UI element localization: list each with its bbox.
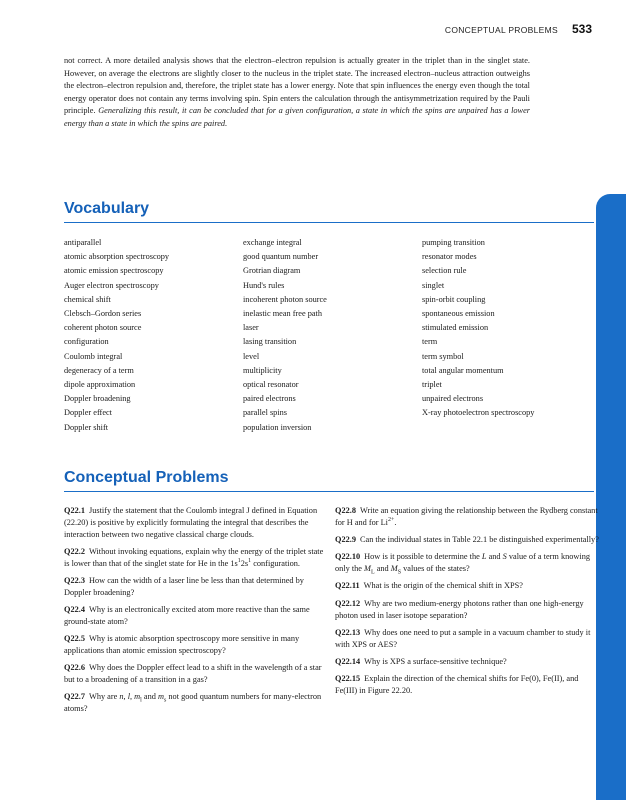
vocab-term: level: [243, 351, 260, 361]
vocab-term: antiparallel: [64, 238, 102, 247]
problem-item: [335, 673, 599, 697]
superscript: 1: [248, 557, 252, 564]
vocab-term: optical resonator: [243, 380, 299, 390]
problem-id: Q22.7: [64, 692, 85, 702]
math-var: M: [390, 564, 398, 574]
problem-item: [64, 546, 328, 570]
problem-id: Q22.5: [64, 634, 85, 644]
subscript: s: [163, 698, 167, 705]
problem-id: Q22.3: [64, 575, 85, 585]
problem-item: [335, 551, 599, 575]
math-var: L: [481, 552, 487, 562]
problem-item: [335, 598, 599, 622]
math-var: M: [364, 564, 371, 574]
math-var: m: [157, 692, 164, 702]
vocab-term: configuration: [64, 337, 109, 347]
vocab-column-2: [243, 236, 327, 435]
vocab-term: Grotrian diagram: [243, 266, 301, 276]
vocabulary-rule: [64, 222, 594, 223]
problem-text: Write an equation giving the relationship between the Rydberg constant for H and for Li: [335, 506, 598, 527]
intro-paragraph: [64, 55, 530, 130]
problem-text: Why are: [88, 692, 120, 702]
math-var: m: [134, 692, 141, 702]
problem-id: Q22.14: [335, 656, 361, 666]
problem-id: Q22.4: [64, 605, 85, 615]
problem-text: Why are two medium-energy photons rather than one high-energy photon used in laser isotope separation?: [335, 598, 584, 620]
problem-text: and: [486, 552, 503, 562]
problem-text: value of a term knowing only the: [335, 552, 590, 574]
vocab-term: degeneracy of a term: [64, 365, 134, 375]
problem-id: Q22.2: [64, 546, 85, 556]
problem-item: [64, 604, 328, 628]
vocab-term: Doppler shift: [64, 422, 109, 432]
vocab-term: Doppler broadening: [64, 394, 131, 404]
vocab-term: lasing transition: [243, 337, 297, 347]
vocab-term: pumping transition: [422, 238, 485, 247]
problem-text: Explain the direction of the chemical shifts for Fe(0), Fe(II), and Fe(III) in Figure 22.20.: [335, 674, 579, 696]
vocab-column-1: [64, 236, 169, 435]
vocab-term: dipole approximation: [64, 380, 136, 390]
vocab-term: incoherent photon source: [243, 294, 327, 304]
vocab-term: good quantum number: [243, 252, 319, 262]
vocab-term: atomic absorption spectroscopy: [64, 252, 170, 262]
vocabulary-heading: Vocabulary: [64, 200, 150, 217]
vocab-term: Coulomb integral: [64, 351, 123, 361]
superscript: 1: [237, 557, 241, 564]
subscript: l: [140, 698, 142, 705]
vocab-term: Doppler effect: [64, 408, 112, 418]
math-var: S: [502, 552, 507, 562]
vocab-term: coherent photon source: [64, 323, 142, 333]
vocab-term: Hund's rules: [243, 280, 285, 290]
vocab-term: resonator modes: [422, 252, 477, 262]
vocab-term: spontaneous emission: [422, 309, 495, 319]
problem-item: [64, 575, 328, 599]
problem-text: Why is atomic absorption spectroscopy more sensitive in many applications than atomic emission spectroscopy?: [64, 634, 300, 655]
vocab-term: selection rule: [422, 266, 467, 276]
vocab-term: term: [422, 337, 438, 347]
problem-item: [335, 580, 599, 592]
vocab-term: X-ray photoelectron spectroscopy: [422, 408, 535, 418]
side-thumb-tab: [596, 194, 626, 800]
problem-id: Q22.1: [64, 506, 85, 515]
conceptual-rule: [64, 491, 594, 492]
vocab-term: inelastic mean free path: [243, 309, 323, 319]
problem-text: and: [141, 692, 158, 702]
problem-text: Can the individual states in Table 22.1 be distinguished experimentally?: [359, 535, 599, 545]
vocab-term: atomic emission spectroscopy: [64, 266, 164, 276]
problem-id: Q22.13: [335, 627, 361, 637]
problem-text: not good quantum numbers for many-electron atoms?: [64, 692, 322, 714]
subscript: S: [397, 569, 402, 576]
problem-id: Q22.11: [335, 581, 360, 591]
problem-text: Why does one need to put a sample in a vacuum chamber to study it with XPS or AES?: [335, 627, 591, 649]
problem-text: ,: [130, 692, 135, 702]
problem-text: Justify the statement that the Coulomb integral J defined in Equation (22.20) is positive by explicitly formulating the integral that describes the interaction between two negative classical charge clouds.: [64, 506, 318, 539]
vocab-term: parallel spins: [243, 408, 288, 418]
problem-text: How can the width of a laser line be less than that determined by Doppler broadening?: [64, 575, 304, 597]
problem-text: Without invoking equations, explain why the energy of the triplet state is lower than that of the singlet state for He in the 1s: [64, 546, 324, 568]
vocab-term: singlet: [422, 280, 445, 290]
vocab-term: unpaired electrons: [422, 394, 484, 404]
intro-text: not correct. A more detailed analysis shows that the electron–electron repulsion is actually greater in the triplet than in the singlet state. However, on average the electrons are slightly closer to the nucleus in the triplet state. The increased electron–nucleus attraction outweighs the electron–electron repulsion and, therefore, the triplet state has a lower energy. Note that spin influences the energy even though the total energy operator does not contain any terms involving spin. Spin enters the calculation through the antisymmetrization required by the Pauli principle.: [64, 56, 530, 115]
section-name: CONCEPTUAL PROBLEMS: [444, 25, 558, 35]
vocab-term: paired electrons: [243, 394, 296, 404]
vocab-term: exchange integral: [243, 238, 302, 247]
problem-item: [64, 691, 328, 715]
vocab-term: stimulated emission: [422, 323, 489, 333]
vocab-column-3: [422, 236, 534, 421]
vocab-term: Clebsch–Gordon series: [64, 309, 142, 319]
vocab-term: term symbol: [422, 351, 464, 361]
problem-item: [335, 656, 599, 668]
math-var: l: [127, 692, 131, 702]
problem-text: and: [374, 564, 391, 574]
problem-item: [335, 534, 599, 546]
vocab-term: total angular momentum: [422, 365, 504, 375]
problem-id: Q22.15: [335, 674, 361, 684]
problem-id: Q22.9: [335, 535, 356, 545]
vocab-term: spin-orbit coupling: [422, 294, 486, 304]
problem-item: [64, 633, 328, 657]
problem-text: Why does the Doppler effect lead to a shift in the wavelength of a star but to a broadening of a transition in a gas?: [64, 663, 322, 685]
problems-column-right: [335, 505, 599, 702]
running-header: [445, 22, 592, 36]
problem-text: ,: [123, 692, 128, 702]
problem-item: [335, 627, 599, 651]
problem-text: configuration.: [251, 558, 300, 568]
problem-text: 2s: [240, 558, 249, 568]
problem-id: Q22.10: [335, 552, 361, 562]
problem-text: How is it possible to determine the: [364, 552, 482, 562]
problem-text: Why is an electronically excited atom more reactive than the same ground-state atom?: [64, 605, 310, 626]
subscript: L: [370, 569, 375, 576]
problem-item: [335, 505, 599, 529]
vocab-term: triplet: [422, 380, 442, 390]
vocab-term: multiplicity: [243, 365, 282, 375]
page-number: 533: [571, 22, 592, 36]
conceptual-problems-heading: Conceptual Problems: [64, 469, 229, 486]
problem-text: Why is XPS a surface-sensitive technique?: [364, 656, 507, 666]
problem-id: Q22.8: [335, 506, 356, 515]
problem-text: What is the origin of the chemical shift in XPS?: [363, 581, 523, 591]
problem-id: Q22.12: [335, 598, 361, 608]
vocab-term: chemical shift: [64, 294, 111, 304]
problem-text: values of the states?: [401, 564, 470, 574]
problem-id: Q22.6: [64, 663, 85, 673]
vocab-term: laser: [243, 323, 259, 333]
vocab-term: Auger electron spectroscopy: [64, 280, 159, 290]
problems-column-left: [64, 505, 328, 720]
intro-italic-text: Generalizing this result, it can be concluded that for a given configuration, a state in which the spins are unpaired has a lower energy than a state in which the spins are paired.: [64, 106, 531, 128]
problem-item: [64, 662, 328, 686]
math-var: n: [119, 692, 124, 702]
problem-text: .: [394, 517, 397, 527]
superscript: 2+: [388, 517, 395, 524]
vocab-term: population inversion: [243, 422, 312, 432]
problem-item: [64, 505, 328, 540]
